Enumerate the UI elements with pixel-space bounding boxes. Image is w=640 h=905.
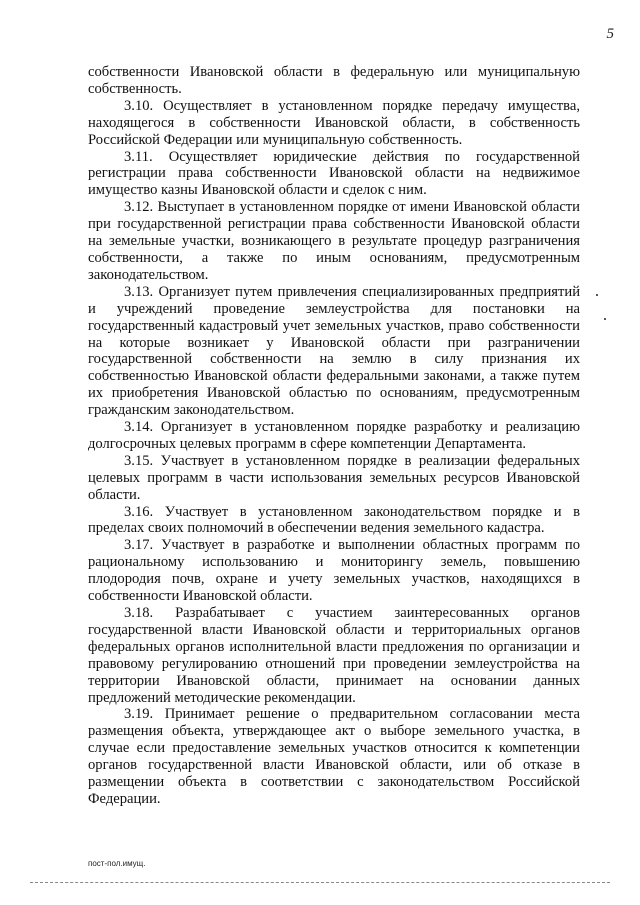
page-number: 5 [606,26,614,42]
footer-file-note: пост-пол.имущ. [88,859,146,868]
paragraph-3-10: 3.10. Осуществляет в установленном порядке передачу имущества, находящегося в собственности Ивановской области, в собственность Российской Федерации или муниципальную собственность. [88,97,580,148]
paragraph-3-19: 3.19. Принимает решение о предварительном согласовании места размещения объекта, утверждающее акт о выборе земельного участка, в случае если предоставление земельных участков относится к компетенции органов государственной власти Ивановской области, или об отказе в размещении объекта в соответствии с законодательством Российской Федерации. [88,706,580,807]
paragraph-3-18: 3.18. Разрабатывает с участием заинтересованных органов государственной власти Ивановской области и территориальных органов федеральных органов исполнительной власти предложения по организации и правовому регулированию отношений при проведении землеустройства на территории Ивановской области, принимает на основании данных предложений методические рекомендации. [88,605,580,706]
paragraph-3-13: 3.13. Организует путем привлечения специализированных предприятий и учреждений проведение землеустройства для постановки на государственный кадастровый учет земельных участков, право собственности на которые возникает у Ивановской области при разграничении государственной собственности на землю в силу признания их собственностью Ивановской области федеральными законами, а также путем их приобретения Ивановской областью по основаниям, предусмотренным гражданским законодательством. [88,283,580,419]
paragraph-continuation: собственности Ивановской области в федеральную или муниципальную собственность. [88,64,580,97]
document-body [88,64,580,808]
scan-edge-line [30,882,610,883]
paragraph-3-14: 3.14. Организует в установленном порядке разработку и реализацию долгосрочных целевых программ в сфере компетенции Департамента. [88,419,580,452]
scan-speck [604,318,606,320]
paragraph-3-16: 3.16. Участвует в установленном законодательством порядке и в пределах своих полномочий в обеспечении ведения земельного кадастра. [88,503,580,537]
scan-speck [596,294,598,296]
paragraph-3-11: 3.11. Осуществляет юридические действия по государственной регистрации права собственности Ивановской области на недвижимое имущество казны Ивановской области и сделок с ним. [88,148,580,199]
paragraph-3-17: 3.17. Участвует в разработке и выполнении областных программ по рациональному использованию и мониторингу земель, повышению плодородия почв, охране и учету земельных участков, находящихся в собственности Ивановской области. [88,537,580,605]
paragraph-3-12: 3.12. Выступает в установленном порядке от имени Ивановской области при государственной регистрации права собственности Ивановской области на земельные участки, возникающего в результате процедур разграничения собственности, а также по иным основаниям, предусмотренным законодательством. [88,199,580,283]
paragraph-3-15: 3.15. Участвует в установленном порядке в реализации федеральных целевых программ в части использования земельных ресурсов Ивановской области. [88,452,580,503]
